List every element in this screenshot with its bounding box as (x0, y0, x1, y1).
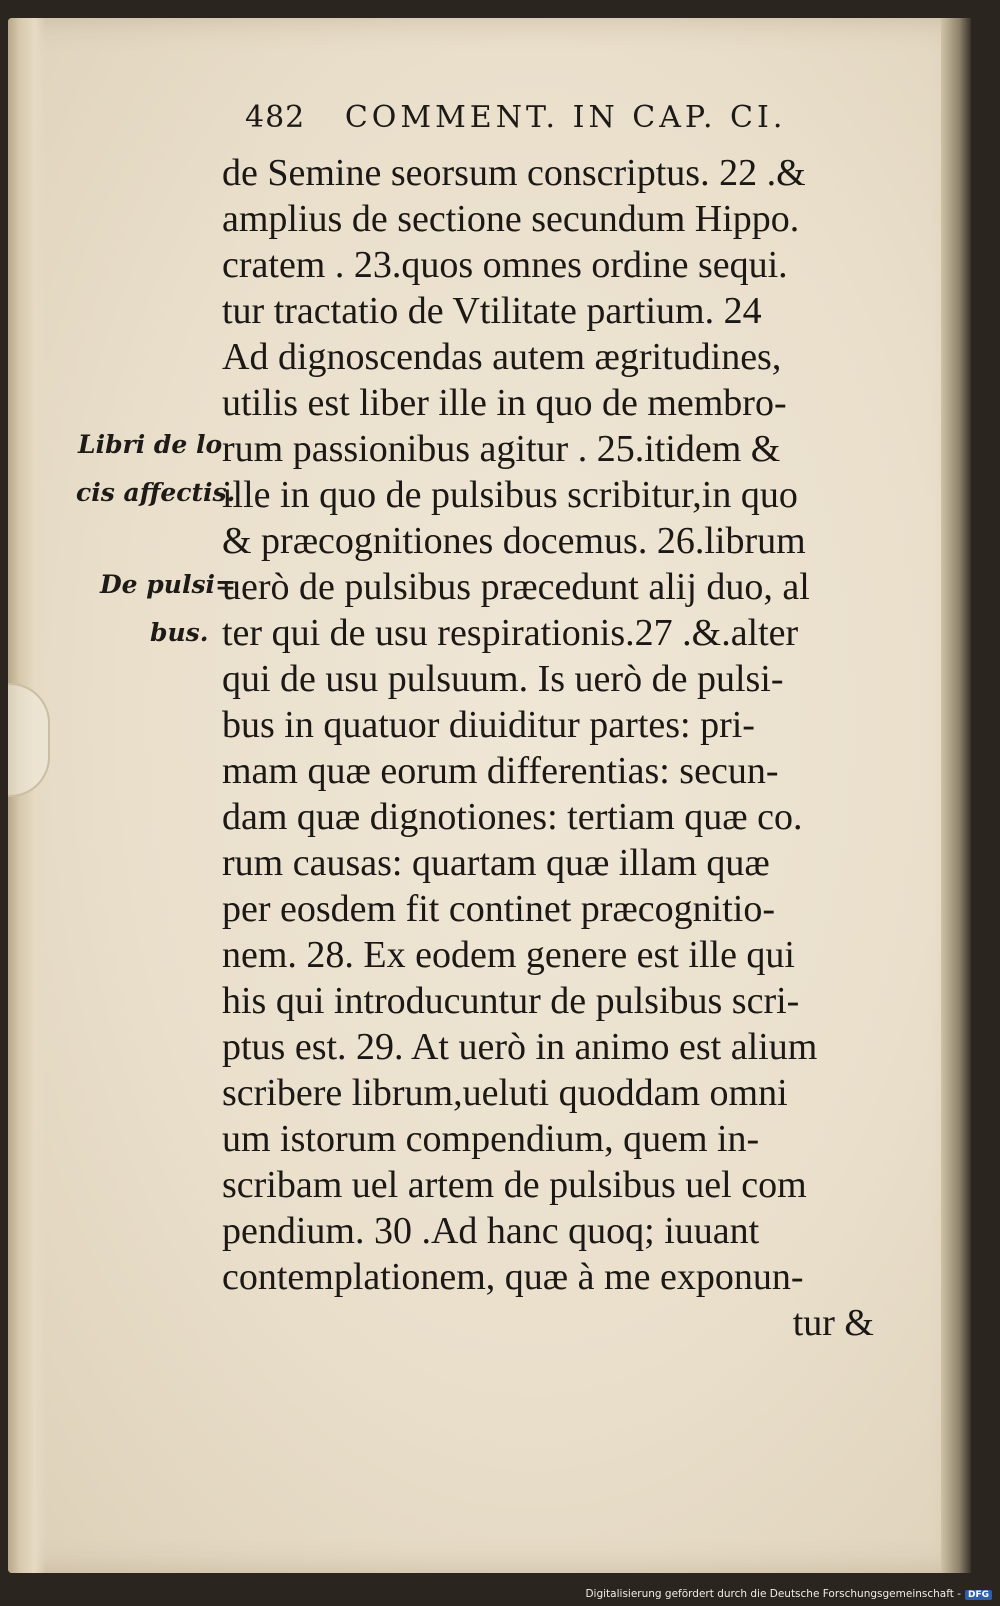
marginal-note: cis affectis. (76, 478, 236, 507)
marginal-note: Libri de lo (78, 430, 223, 459)
digitization-credit (585, 1588, 992, 1600)
page-number: 482 (245, 100, 306, 135)
main-text-block (222, 150, 922, 1346)
text-line-catchword: tur & (792, 1302, 874, 1344)
text-line: pendium. 30 .Ad hanc quoq; iuuant (222, 1210, 760, 1252)
dfg-logo: DFG (965, 1590, 992, 1600)
text-line: de Semine seorsum conscriptus. 22 .& (222, 152, 806, 194)
marginal-note: De pulsi= (100, 570, 236, 599)
text-line: tur tractatio de Vtilitate partium. 24 (222, 290, 762, 332)
text-line: bus in quatuor diuiditur partes: pri- (222, 704, 755, 746)
text-line: amplius de sectione secundum Hippo. (222, 198, 800, 240)
text-line: utilis est liber ille in quo de membro- (222, 382, 787, 424)
text-line: ille in quo de pulsibus scribitur,in quo (222, 474, 798, 516)
text-line: cratem . 23.quos omnes ordine sequi. (222, 244, 788, 286)
text-line: & præcognitiones docemus. 26.librum (222, 520, 806, 562)
page-fore-edge (941, 18, 971, 1573)
text-line: scribam uel artem de pulsibus uel com (222, 1164, 807, 1206)
text-line: contemplationem, quæ à me exponun- (222, 1256, 804, 1298)
running-header (245, 100, 895, 135)
text-line: qui de usu pulsuum. Is uerò de pulsi- (222, 658, 784, 700)
text-line: rum passionibus agitur . 25.itidem & (222, 428, 781, 470)
text-line: Ad dignoscendas autem ægritudines, (222, 336, 782, 378)
text-line: his qui introducuntur de pulsibus scri- (222, 980, 800, 1022)
credit-text: Digitalisierung gefördert durch die Deutsche Forschungsgemeinschaft - (585, 1588, 961, 1600)
running-head-title: COMMENT. IN CAP. CI. (344, 100, 787, 135)
marginal-note: bus. (150, 618, 209, 647)
text-line: um istorum compendium, quem in- (222, 1118, 760, 1160)
text-line: scribere librum,ueluti quoddam omni (222, 1072, 788, 1114)
text-line: per eosdem fit continet præcognitio- (222, 888, 775, 930)
text-line: rum causas: quartam quæ illam quæ (222, 842, 770, 884)
text-line: ter qui de usu respirationis.27 .&.alter (222, 612, 799, 654)
text-line: nem. 28. Ex eodem genere est ille qui (222, 934, 795, 976)
text-line: mam quæ eorum differentias: secun- (222, 750, 779, 792)
text-line: ptus est. 29. At uerò in animo est alium (222, 1026, 818, 1068)
text-line: dam quæ dignotiones: tertiam quæ co. (222, 796, 803, 838)
text-line: uerò de pulsibus præcedunt alij duo, al (222, 566, 810, 608)
